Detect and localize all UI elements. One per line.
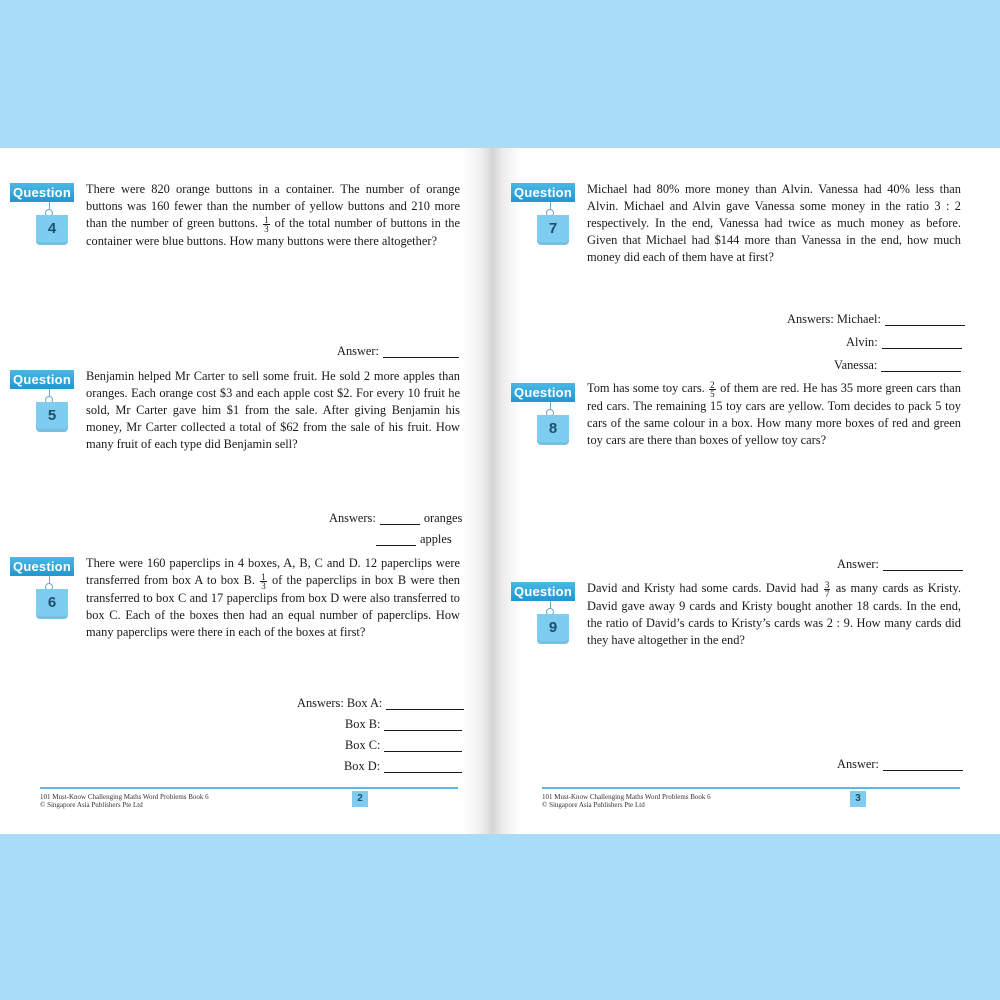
answer-label: Box C: [345,738,381,752]
answer-row [344,759,462,773]
answer-label: Vanessa: [834,358,878,372]
question-label: Question [10,370,74,389]
question-tag-icon [10,557,82,627]
question-text-part: as many cards as Kristy. David gave away 9 cards and Kristy bought another 18 cards. In the end, the ratio of David’s cards to Kristy’s cards was 2 : 9. How many cards did they have altogether in the end? [587,581,961,647]
question-label: Question [10,183,74,202]
answer-line[interactable] [376,534,416,546]
fraction [824,581,831,598]
answer-line[interactable] [881,360,961,372]
answer-row [345,717,462,731]
answer-label: Answer: [337,344,379,358]
question-text-part: of the total number of buttons in the container were blue buttons. How many buttons were there altogether? [86,216,460,248]
answer-line[interactable] [380,513,420,525]
page-number: 3 [850,791,866,807]
answer-label: Answers: [329,511,376,525]
fraction-numerator: 1 [264,214,269,225]
question-text [86,181,460,250]
question-text-part: There were 160 paperclips in 4 boxes, A, B, C and D. 12 paperclips were transferred from box A to box B. [86,556,460,587]
answer-row [846,335,962,349]
answer-row [376,532,452,546]
answer-line[interactable] [386,698,464,710]
question-number: 4 [47,220,57,237]
question-number-card [36,215,68,245]
footer-rule [542,787,960,789]
fraction-denominator: 3 [264,223,269,234]
answer-label: Box B: [345,717,381,731]
question-number-card [537,215,569,245]
question-text [86,555,460,641]
answer-row [837,557,963,571]
question-text: Benjamin helped Mr Carter to sell some fruit. He sold 2 more apples than oranges. Each orange cost $3 and each apple cost $2. For every 10 fruit he sold, Mr Carter gave him $1 from the sale. After giving Benjamin his money, Mr Carter collected a total of $62 from the sale of his fruit. How many fruit of each type did Benjamin sell? [86,369,460,451]
question-number: 7 [548,220,558,237]
footer-rule [40,787,458,789]
footer-publisher: © Singapore Asia Publishers Pte Ltd [40,801,143,809]
answer-label: Box D: [344,759,381,773]
fraction-numerator: 2 [710,379,715,390]
fraction [260,573,267,590]
left-page [0,148,470,834]
answer-line[interactable] [882,337,962,349]
answer-unit: apples [420,532,452,546]
question-tag-icon [10,370,82,440]
fraction-denominator: 3 [261,580,266,591]
answer-row [337,344,459,358]
fraction-denominator: 5 [710,388,715,399]
question-number-card [36,402,68,432]
answer-label: Answer: [837,757,879,771]
question-tag-icon [511,183,583,253]
question-number: 6 [47,594,57,611]
question-label: Question [511,383,575,402]
fraction-numerator: 1 [261,571,266,582]
answer-row [329,511,462,525]
fraction-denominator: 7 [824,588,830,599]
question-text: Michael had 80% more money than Alvin. Vanessa had 40% less than Alvin. Michael and Alvin gave Vanessa some money in the ratio 3 : 2 respectively. In the end, Vanessa had twice as much money as before. Given that Michael had $144 more than Vanessa in the end, how much money did each of them have at first? [587,182,961,264]
question-number-card [36,589,68,619]
question-number-card [537,415,569,445]
answer-line[interactable] [384,740,462,752]
fraction-numerator: 3 [824,579,830,590]
question-number-card [537,614,569,644]
question-text [587,580,961,649]
answer-row [787,312,965,326]
answer-line[interactable] [384,719,462,731]
answer-label: Answers: Michael: [787,312,881,326]
answer-row [834,358,961,372]
question-tag-icon [511,383,583,453]
question-text-part: of the paperclips in box B were then transferred to box C and 17 paperclips from box D were also transferred to box C. Each of the boxes then had an equal number of paperclips. How many paperclips were there in each of the boxes at first? [86,573,460,639]
question-label: Question [10,557,74,576]
question-number: 5 [47,407,57,424]
answer-row [297,696,464,710]
question-text-part: David and Kristy had some cards. David had [587,581,823,595]
question-text-part: of them are red. He has 35 more green cars than red cars. The remaining 15 toy cars are yellow. Tom decides to pack 5 toy cars of the same colour in a box. How many more boxes of red and green toy cars are there than boxes of yellow toy cars? [587,381,961,447]
question-number: 9 [548,619,558,636]
footer-publisher: © Singapore Asia Publishers Pte Ltd [542,801,645,809]
right-page [500,148,970,834]
fraction [709,381,716,398]
answer-line[interactable] [383,346,459,358]
answer-label: Answer: [837,557,879,571]
answer-label: Alvin: [846,335,878,349]
footer-book-title: 101 Must-Know Challenging Maths Word Problems Book 6 [542,793,711,801]
answer-label: Answers: Box A: [297,696,383,710]
question-text-part: There were 820 orange buttons in a container. The number of orange buttons was 160 fewer than the number of yellow buttons and 210 more than the number of green buttons. [86,182,460,230]
answer-line[interactable] [885,314,965,326]
fraction [263,216,270,233]
book-spread [0,148,1000,834]
answer-line[interactable] [883,559,963,571]
question-text [587,380,961,449]
question-text-part: Tom has some toy cars. [587,381,709,395]
footer-book-title: 101 Must-Know Challenging Maths Word Problems Book 6 [40,793,209,801]
answer-row [345,738,462,752]
question-label: Question [511,582,575,601]
question-number: 8 [548,420,558,437]
answer-line[interactable] [384,761,462,773]
answer-line[interactable] [883,759,963,771]
question-tag-icon [511,582,583,652]
page-number: 2 [352,791,368,807]
question-label: Question [511,183,575,202]
answer-unit: oranges [423,511,463,525]
question-tag-icon [10,183,82,253]
answer-row [837,757,963,771]
